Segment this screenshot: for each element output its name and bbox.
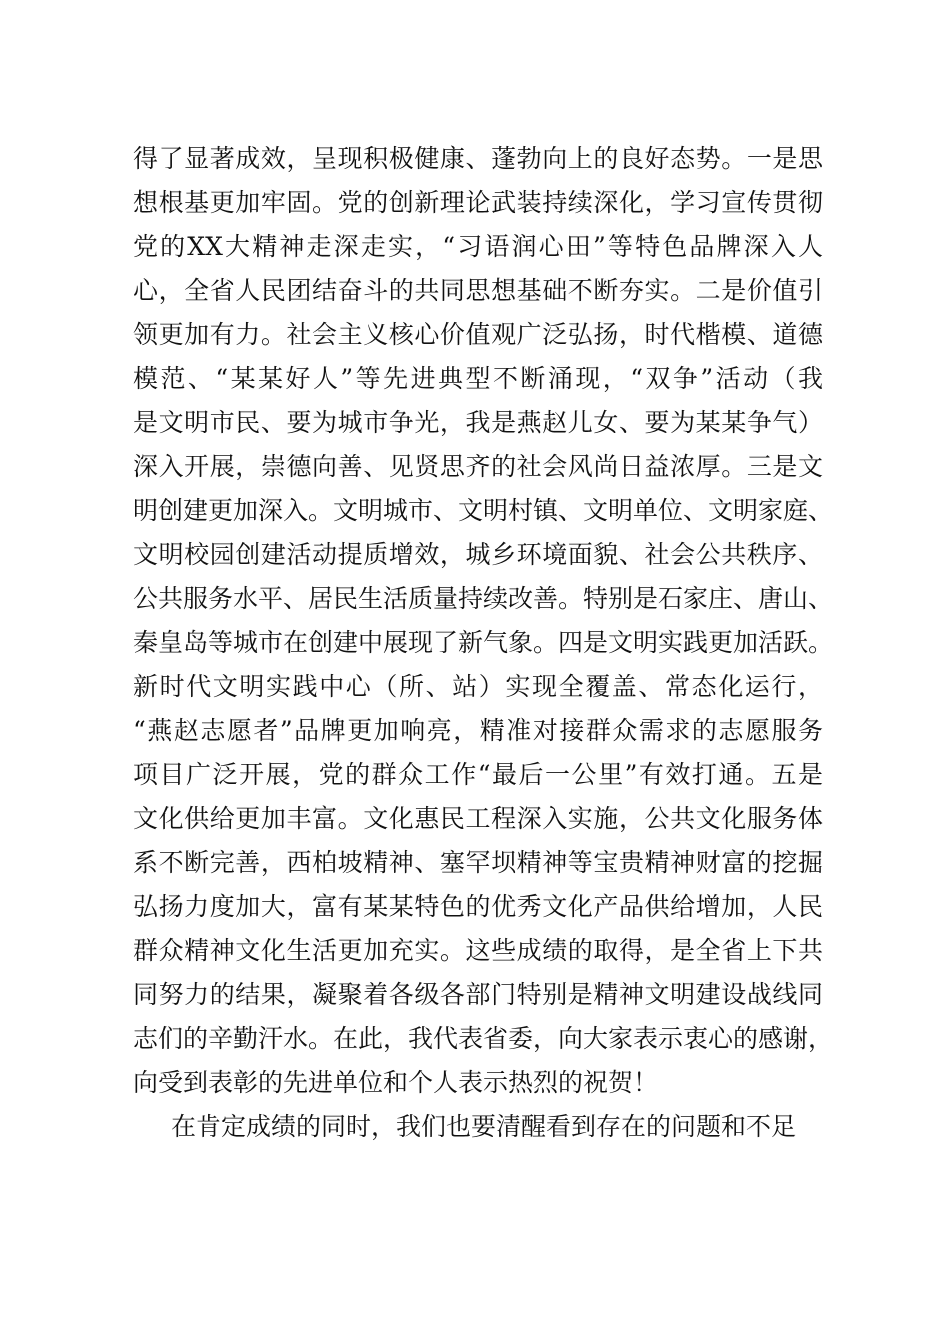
text-line: 在肯定成绩的同时，我们也要清醒看到存在的问题和不足 bbox=[171, 1112, 797, 1141]
text-line: 领更加有力。社会主义核心价值观广泛弘扬，时代楷模、道德 bbox=[133, 320, 823, 349]
text-line: 是文明市民、要为城市争光，我是燕赵儿女、要为某某争气） bbox=[133, 408, 823, 437]
text-line: 文化供给更加丰富。文化惠民工程深入实施，公共文化服务体 bbox=[133, 804, 823, 833]
text-line: 弘扬力度加大，富有某某特色的优秀文化产品供给增加，人民 bbox=[133, 892, 823, 921]
text-line: 群众精神文化生活更加充实。这些成绩的取得，是全省上下共 bbox=[133, 936, 823, 965]
document-body bbox=[133, 137, 834, 1149]
text-line: 向受到表彰的先进单位和个人表示热烈的祝贺！ bbox=[133, 1068, 659, 1097]
paragraph-achievements bbox=[133, 137, 834, 1105]
text-line: 想根基更加牢固。党的创新理论武装持续深化，学习宣传贯彻 bbox=[133, 188, 823, 217]
text-line: 公共服务水平、居民生活质量持续改善。特别是石家庄、唐山、 bbox=[133, 584, 834, 613]
text-line: 项目广泛开展，党的群众工作“最后一公里”有效打通。五是 bbox=[133, 760, 823, 789]
paragraph-problems bbox=[133, 1105, 823, 1149]
text-line: “燕赵志愿者”品牌更加响亮，精准对接群众需求的志愿服务 bbox=[133, 716, 823, 745]
text-line: 党的XX大精神走深走实，“习语润心田”等特色品牌深入人 bbox=[133, 232, 823, 261]
text-line: 模范、“某某好人”等先进典型不断涌现，“双争”活动（我 bbox=[133, 364, 823, 393]
text-line: 得了显著成效，呈现积极健康、蓬勃向上的良好态势。一是思 bbox=[133, 144, 823, 173]
text-line: 系不断完善，西柏坡精神、塞罕坝精神等宝贵精神财富的挖掘 bbox=[133, 848, 823, 877]
text-line: 同努力的结果，凝聚着各级各部门特别是精神文明建设战线同 bbox=[133, 980, 823, 1009]
text-line: 志们的辛勤汗水。在此，我代表省委，向大家表示衷心的感谢， bbox=[133, 1024, 834, 1053]
text-line: 深入开展，崇德向善、见贤思齐的社会风尚日益浓厚。三是文 bbox=[133, 452, 823, 481]
text-line: 心，全省人民团结奋斗的共同思想基础不断夯实。二是价值引 bbox=[133, 276, 823, 305]
text-line: 秦皇岛等城市在创建中展现了新气象。四是文明实践更加活跃。 bbox=[133, 628, 834, 657]
text-line: 明创建更加深入。文明城市、文明村镇、文明单位、文明家庭、 bbox=[133, 496, 834, 525]
text-line: 文明校园创建活动提质增效，城乡环境面貌、社会公共秩序、 bbox=[133, 540, 823, 569]
text-line: 新时代文明实践中心（所、站）实现全覆盖、常态化运行， bbox=[133, 672, 823, 701]
